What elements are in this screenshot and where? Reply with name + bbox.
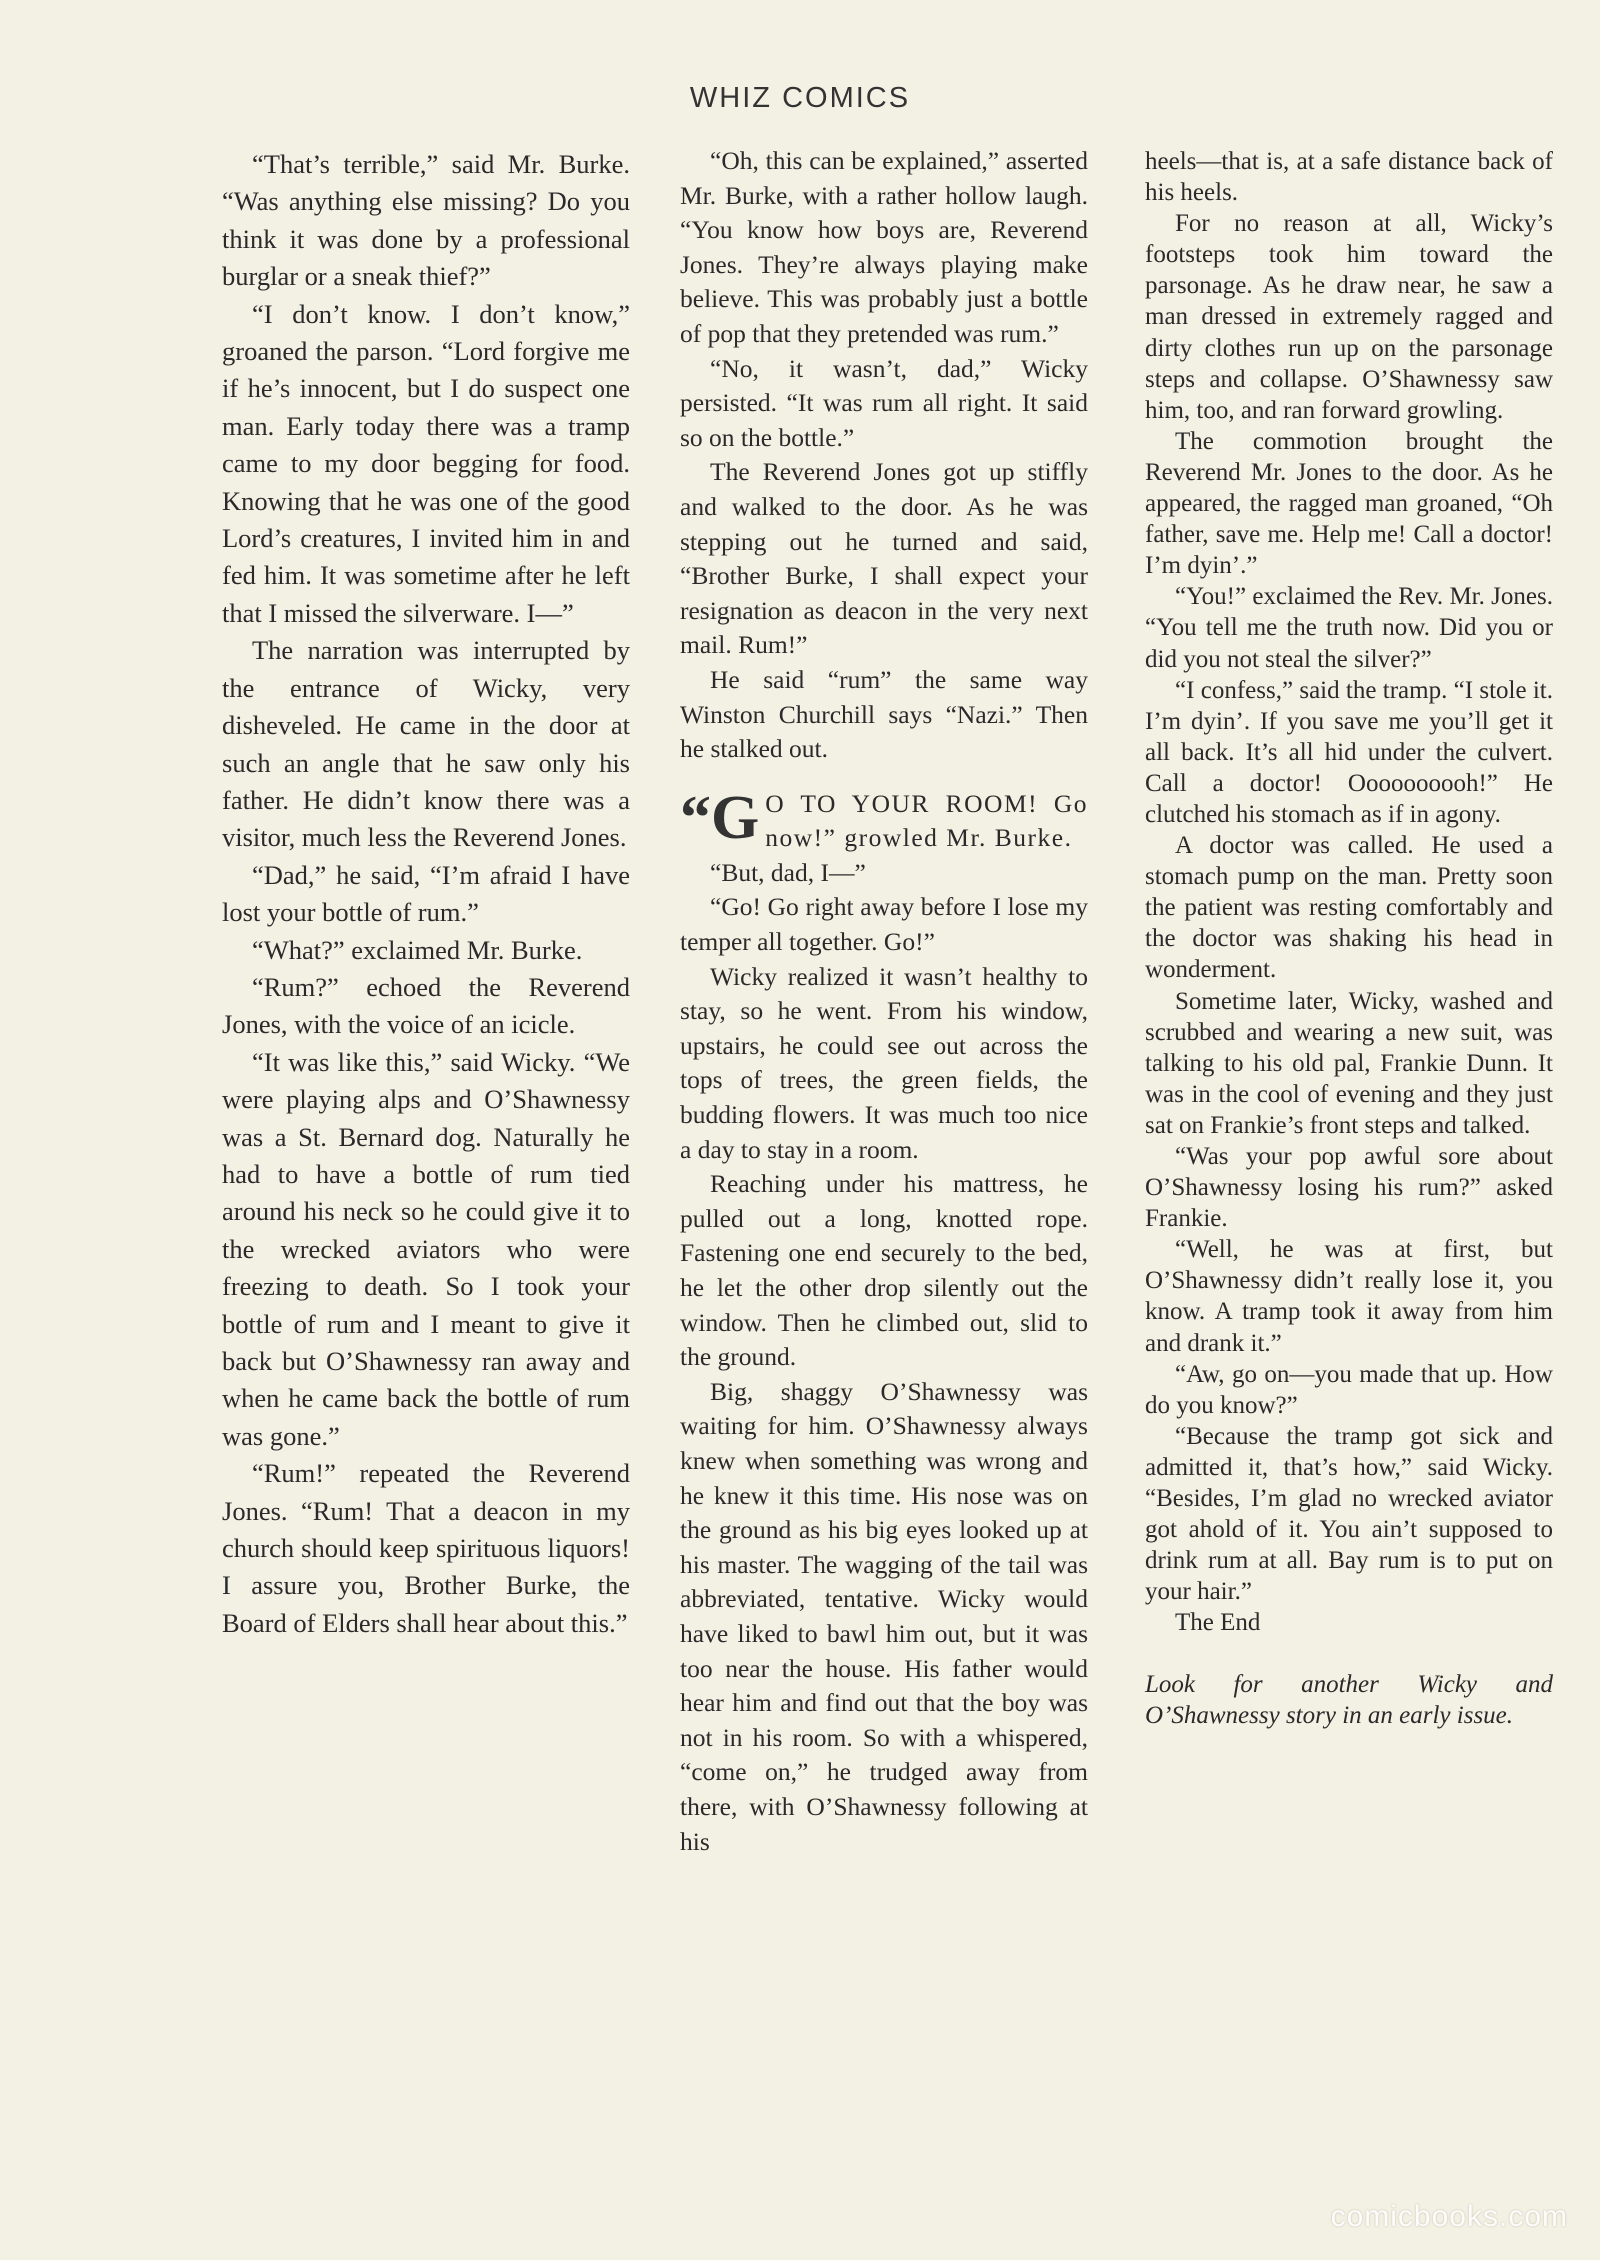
paragraph: “Oh, this can be explained,” asserted Mr. Burke, with a rather hollow laugh. “You know how boys are, Reverend Jones. They’re always playing make believe. This was probably just a bottle of pop that they pretended was rum.” (680, 146, 1088, 348)
dropcap-paragraph (680, 783, 1088, 856)
paragraph: “What?” exclaimed Mr. Burke. (252, 934, 583, 965)
paragraph: “Because the tramp got sick and admitted it, that’s how,” said Wicky. “Besides, I’m glad no wrecked aviator got ahold of it. You ain’t supposed to drink rum at all. Bay rum is to put on your hair.” (1145, 1422, 1553, 1606)
drop-cap-text: O TO YOUR ROOM! Go now!” growled Mr. Burke. (765, 788, 1088, 853)
paragraph: The narration was interrupted by the entrance of Wicky, very disheveled. He came in the door at such an angle that he saw only his father. He didn’t know there was a visitor, much less the Reverend Jones. (222, 635, 630, 853)
paragraph: Big, shaggy O’Shawnessy was waiting for him. O’Shawnessy always knew when something was wrong and he knew it this time. His nose was on the ground as his big eyes looked up at his master. The wagging of the tail was abbreviated, tentative. Wicky would have liked to bawl him out, but it was too near the house. His father would hear him and find out that the boy was not in his room. So with a whispered, “come on,” he trudged away from there, with O’Shawnessy following at his (680, 1376, 1088, 1856)
paragraph: “Dad,” he said, “I’m afraid I have lost your bottle of rum.” (222, 859, 630, 928)
paragraph: Sometime later, Wicky, washed and scrubbed and wearing a new suit, was talking to his old pal, Frankie Dunn. It was in the cool of evening and they just sat on Frankie’s front steps and talked. (1145, 987, 1553, 1139)
text-column-1 (222, 146, 630, 1642)
paragraph: He said “rum” the same way Winston Churchill says “Nazi.” Then he stalked out. (680, 664, 1088, 764)
paragraph: Wicky realized it wasn’t healthy to stay, so he went. From his window, upstairs, he could see out across the tops of trees, the green fields, the budding flowers. It was much too nice a day to stay in a room. (680, 961, 1088, 1164)
drop-cap-letter: G (711, 783, 760, 852)
paragraph: The Reverend Jones got up stiffly and walked to the door. As he was stepping out he turned and said, “Brother Burke, I shall expect your resignation as deacon in the very next mail. Rum!” (680, 457, 1088, 660)
paragraph: “Rum!” repeated the Reverend Jones. “Rum! That a deacon in my church should keep spirituous liquors! I assure you, Brother Burke, the Board of Elders shall hear about this.” (222, 1458, 630, 1638)
paragraph: “But, dad, I—” (710, 857, 866, 887)
paragraph: “I don’t know. I don’t know,” groaned the parson. “Lord forgive me if he’s innocent, but I do suspect one man. Early today there was a tramp came to my door begging for food. Knowing that he was one of the good Lord’s creatures, I invited him in and fed him. It was sometime after he left that I missed the silverware. I—” (222, 298, 630, 628)
drop-cap (680, 783, 760, 852)
paragraph: For no reason at all, Wicky’s footsteps took him toward the parsonage. As he draw near, he saw a man dressed in extremely ragged and dirty clothes run up on the parsonage steps and collapse. O’Shawnessy saw him, too, and ran forward growling. (1145, 210, 1553, 424)
text-column-3 (1145, 146, 1553, 1732)
paragraph: “That’s terrible,” said Mr. Burke. “Was anything else missing? Do you think it was done by a professional burglar or a sneak thief?” (222, 149, 630, 292)
paragraph: A doctor was called. He used a stomach pump on the man. Pretty soon the patient was resting comfortably and the doctor was shaking his head in wonderment. (1145, 832, 1553, 984)
paragraph: “Was your pop awful sore about O’Shawnessy losing his rum?” asked Frankie. (1145, 1143, 1553, 1233)
paragraph: heels—that is, at a safe distance back of his heels. (1145, 148, 1553, 207)
page-title: WHIZ COMICS (689, 82, 911, 114)
next-issue-promo: Look for another Wicky and O’Shawnessy story in an early issue. (1145, 1670, 1553, 1729)
paragraph: “Well, he was at first, but O’Shawnessy didn’t really lose it, you know. A tramp took it away from him and drank it.” (1145, 1236, 1553, 1357)
paragraph: “You!” exclaimed the Rev. Mr. Jones. “You tell me the truth now. Did you or did you not steal the silver?” (1145, 583, 1553, 673)
paragraph: “Go! Go right away before I lose my temper all together. Go!” (680, 892, 1088, 957)
drop-cap-quote: “ (680, 783, 711, 852)
paragraph: “Rum?” echoed the Reverend Jones, with the voice of an icicle. (222, 971, 630, 1040)
paragraph: “I confess,” said the tramp. “I stole it. I’m dyin’. If you save me you’ll get it all back. It’s all hid under the culvert. Call a doctor! Oooooooooh!” He clutched his stomach as if in agony. (1145, 676, 1553, 828)
paragraph: Reaching under his mattress, he pulled out a long, knotted rope. Fastening one end securely to the bed, he let the other drop silently out the window. Then he climbed out, slid to the ground. (680, 1169, 1088, 1372)
paragraph: “It was like this,” said Wicky. “We were playing alps and O’Shawnessy was a St. Bernard dog. Naturally he had to have a bottle of rum tied around his neck so he could give it to the wrecked aviators who were freezing to death. So I took your bottle of rum and I meant to give it back but O’Shawnessy ran away and when he came back the bottle of rum was gone.” (222, 1046, 630, 1451)
site-watermark: comicbooks.com (1330, 2200, 1568, 2233)
text-column-2 (680, 144, 1088, 1859)
paragraph: “Aw, go on—you made that up. How do you know?” (1145, 1360, 1553, 1419)
story-end-label: The End (1175, 1609, 1261, 1637)
paragraph: “No, it wasn’t, dad,” Wicky persisted. “It was rum all right. It said so on the bottle.” (680, 353, 1088, 452)
paragraph: The commotion brought the Reverend Mr. Jones to the door. As he appeared, the ragged man groaned, “Oh father, save me. Help me! Call a doctor! I’m dyin’.” (1145, 427, 1553, 580)
